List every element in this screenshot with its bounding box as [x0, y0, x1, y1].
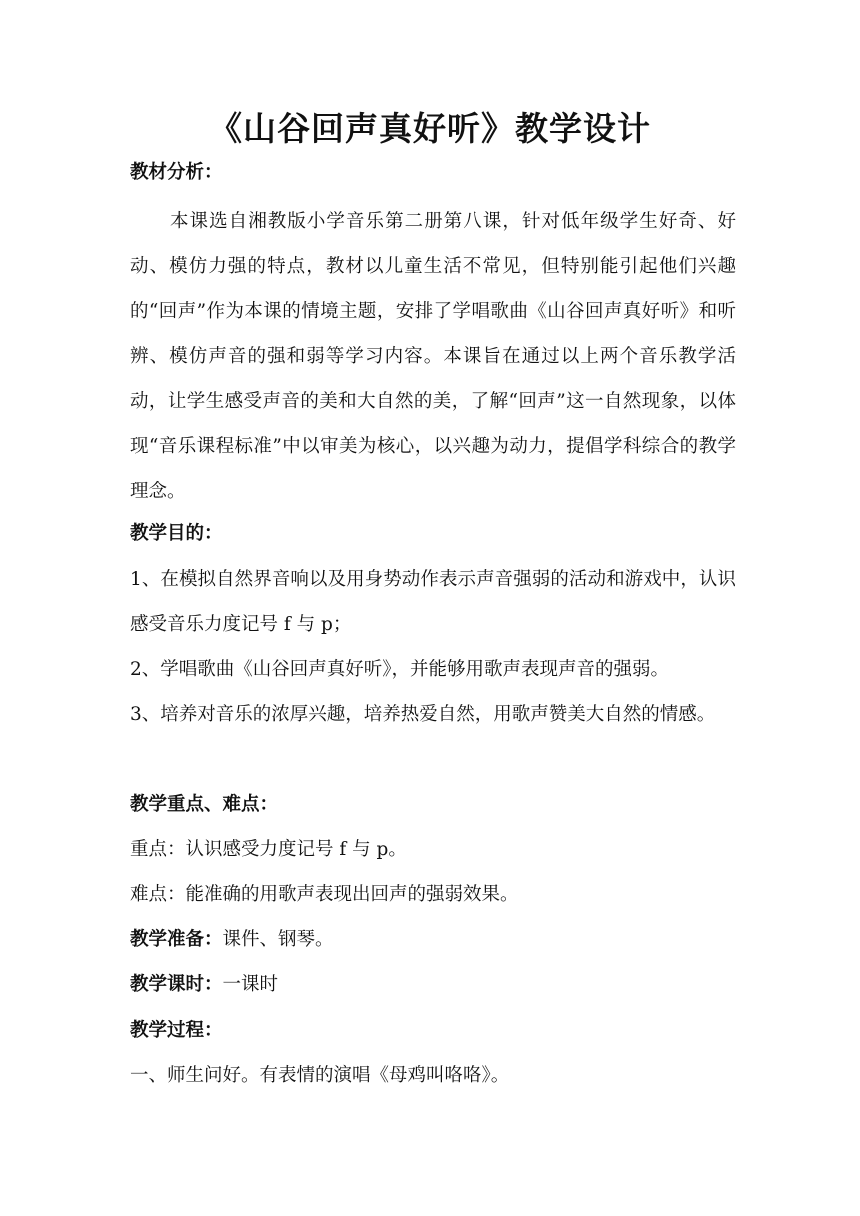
process-step-1: 一、师生问好。有表情的演唱《母鸡叫咯咯》。 [130, 1065, 510, 1086]
key-points-heading: 教学重点、难点： [130, 794, 279, 815]
focus-point: 重点：认识感受力度记号 f 与 p。 [130, 839, 407, 860]
process-heading: 教学过程： [130, 1020, 223, 1041]
preparation-label: 教学准备： [130, 929, 223, 950]
preparation-value: 课件、钢琴。 [222, 929, 334, 950]
goals-heading: 教学目的： [130, 523, 223, 544]
analysis-heading: 教材分析： [130, 162, 223, 183]
difficulty-point: 难点：能准确的用歌声表现出回声的强弱效果。 [130, 884, 519, 905]
goal-item-3: 3、培养对音乐的浓厚兴趣，培养热爱自然，用歌声赞美大自然的情感。 [130, 704, 716, 725]
duration-line [130, 973, 740, 997]
goal-item-2: 2、学唱歌曲《山谷回声真好听》，并能够用歌声表现声音的强弱。 [130, 659, 670, 680]
preparation-line [130, 928, 740, 952]
duration-label: 教学课时： [130, 974, 223, 995]
goal-item-1: 1、在模拟自然界音响以及用身势动作表示声音强弱的活动和游戏中，认识感受音乐力度记号 f 与 p； [130, 569, 736, 635]
analysis-paragraph: 本课选自湘教版小学音乐第二册第八课，针对低年级学生好奇、好动、模仿力强的特点，教材以儿童生活不常见，但特别能引起他们兴趣的“回声”作为本课的情境主题，安排了学唱歌曲《山谷回声真好听》和听辨、模仿声音的强和弱等学习内容。本课旨在通过以上两个音乐教学活动，让学生感受声音的美和大自然的美，了解“回声”这一自然现象，以体现“音乐课程标准”中以审美为核心，以兴趣为动力，提倡学科综合的教学理念。 [130, 211, 736, 502]
duration-value: 一课时 [222, 974, 279, 995]
document-title: 《山谷回声真好听》教学设计 [209, 109, 651, 148]
